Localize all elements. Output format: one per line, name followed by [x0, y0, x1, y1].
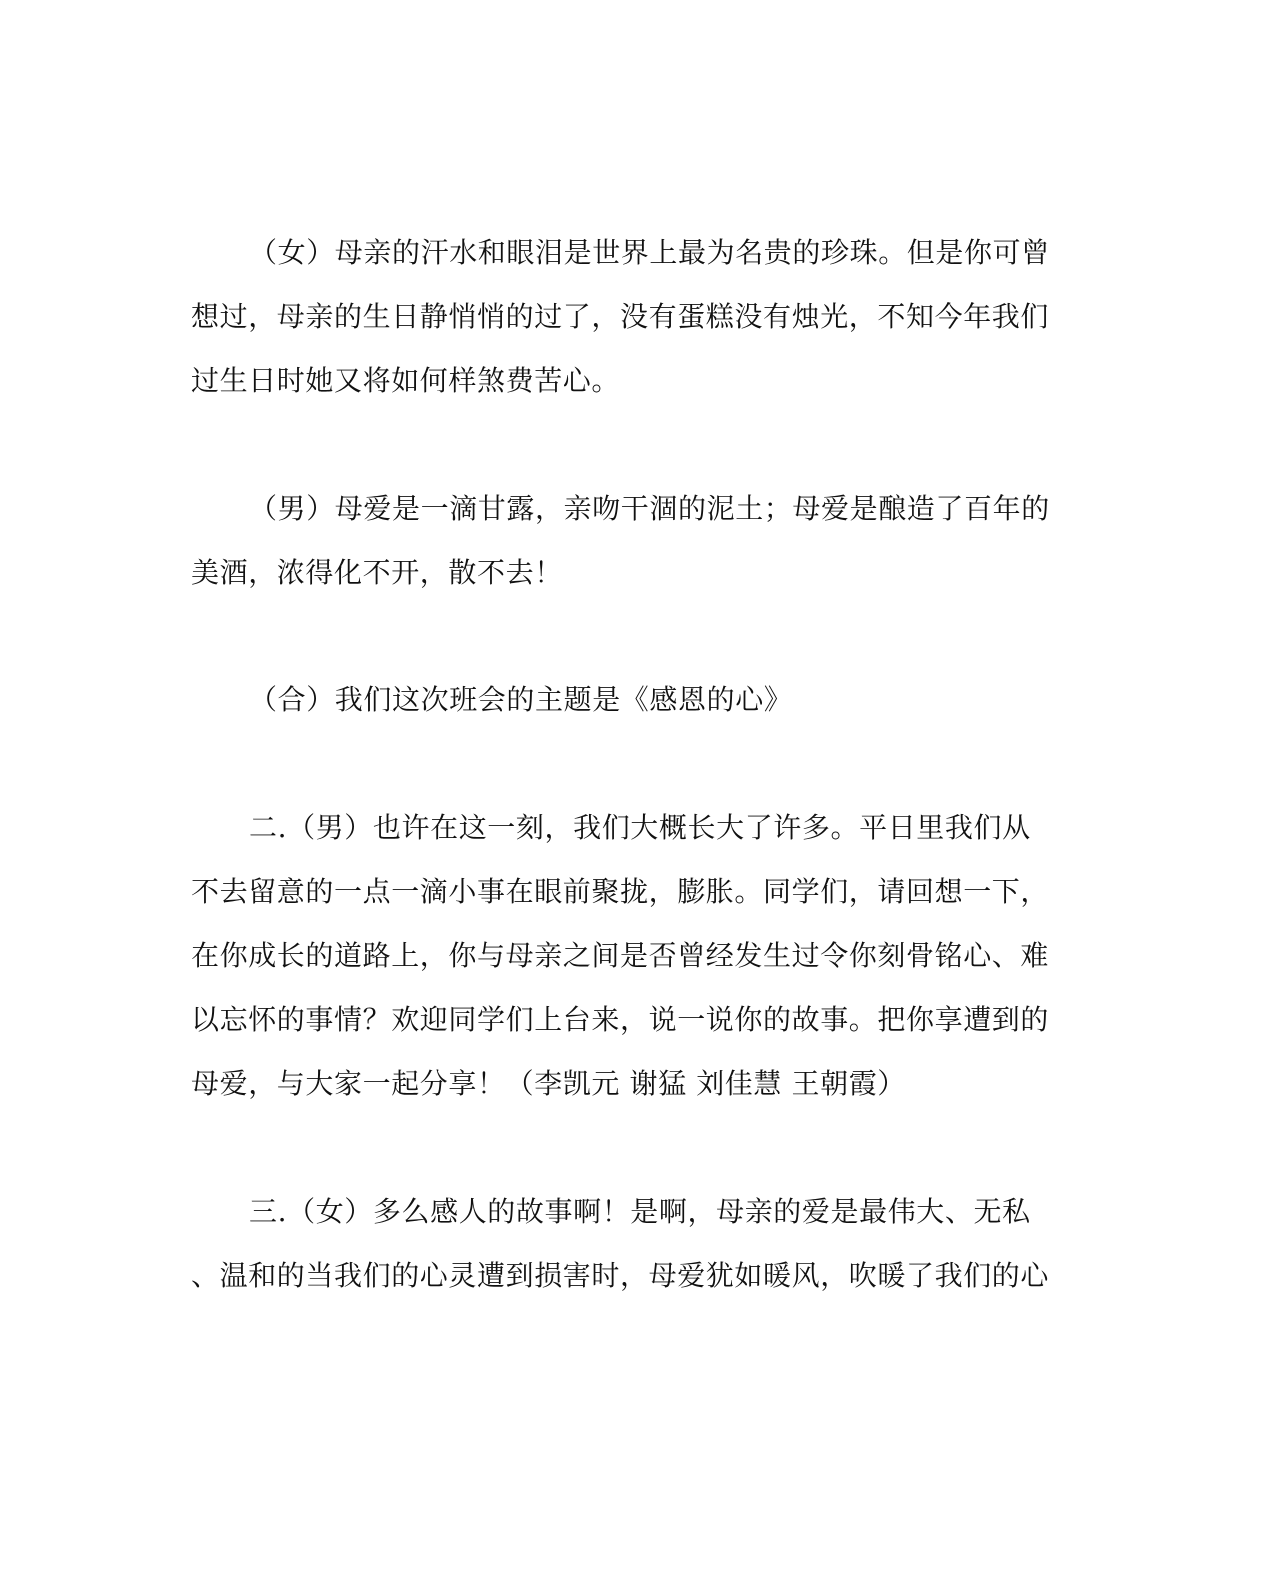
text-line: 不去留意的一点一滴小事在眼前聚拢，膨胀。同学们，请回想一下，: [191, 875, 1050, 908]
text-line: （男）母爱是一滴甘露，亲吻干涸的泥土；母爱是酿造了百年的: [249, 492, 1050, 525]
paragraph-section-two: [191, 796, 1061, 1116]
text-line: 在你成长的道路上，你与母亲之间是否曾经发生过令你刻骨铭心、难: [191, 939, 1050, 972]
paragraph-section-three: [191, 1180, 1061, 1308]
text-line: 母爱，与大家一起分享！（李凯元 谢猛 刘佳慧 王朝霞）: [191, 1067, 906, 1100]
paragraph-female-narration: [191, 221, 1061, 413]
text-line: （合）我们这次班会的主题是《感恩的心》: [249, 683, 793, 716]
text-line: 以忘怀的事情？欢迎同学们上台来，说一说你的故事。把你享遭到的: [191, 1003, 1050, 1036]
paragraph-male-narration: [191, 477, 1061, 605]
text-line: 三.（女）多么感人的故事啊！是啊，母亲的爱是最伟大、无私: [249, 1195, 1031, 1228]
text-line: 、温和的当我们的心灵遭到损害时，母爱犹如暖风，吹暖了我们的心: [191, 1259, 1050, 1292]
text-line: （女）母亲的汗水和眼泪是世界上最为名贵的珍珠。但是你可曾: [249, 236, 1050, 269]
text-line: 美酒，浓得化不开，散不去！: [191, 556, 563, 589]
text-line: 过生日时她又将如何样煞费苦心。: [191, 364, 621, 397]
paragraph-together-theme: [191, 668, 1061, 732]
text-line: 想过，母亲的生日静悄悄的过了，没有蛋糕没有烛光，不知今年我们: [191, 300, 1050, 333]
text-line: 二.（男）也许在这一刻，我们大概长大了许多。平日里我们从: [249, 811, 1031, 844]
